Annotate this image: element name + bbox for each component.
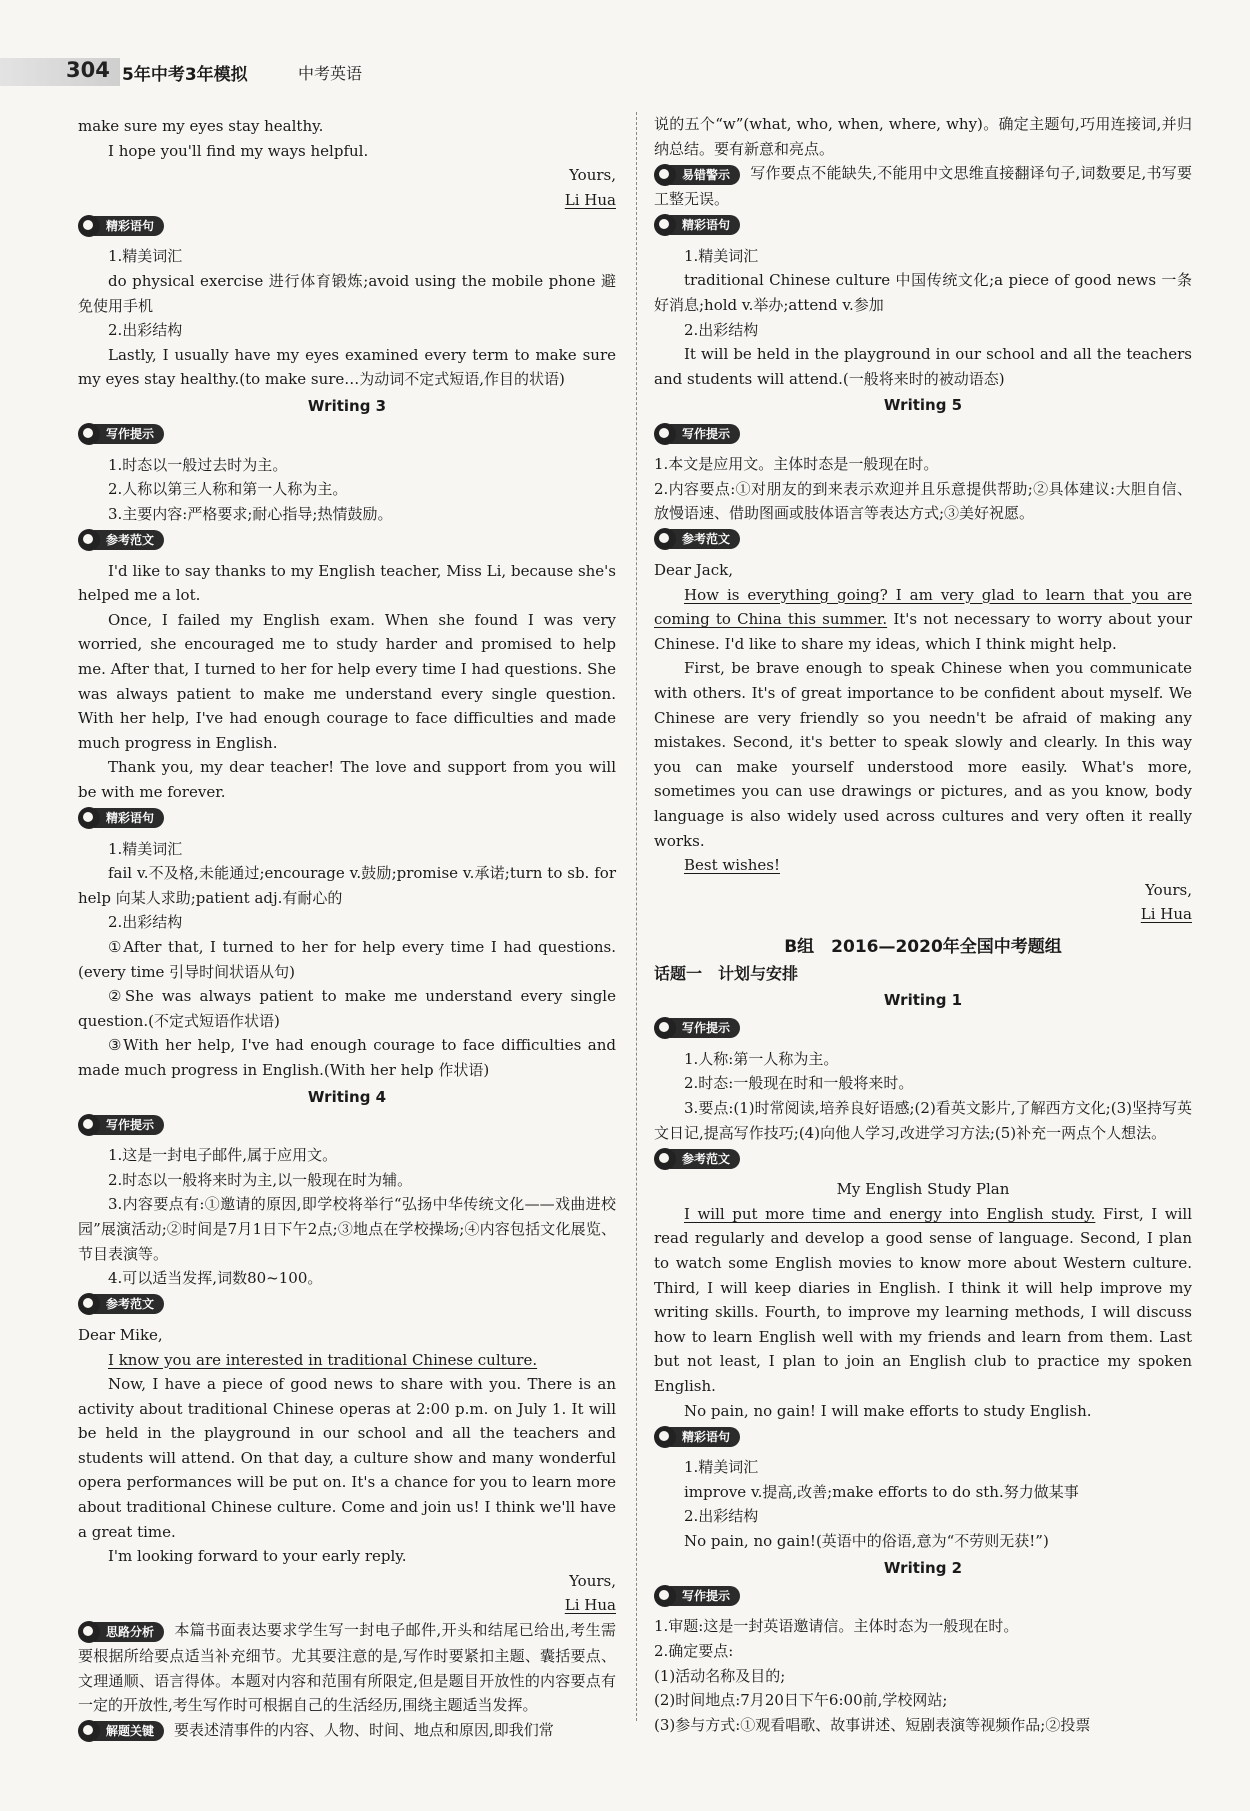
text-paragraph: 2.确定要点:	[654, 1641, 734, 1660]
text-paragraph: 1.精美词汇	[684, 246, 759, 265]
tag-label: 写作提示	[94, 424, 164, 444]
tag-badge-icon	[654, 1585, 676, 1607]
text-paragraph: I hope you'll find my ways helpful.	[108, 141, 369, 160]
tag-label: 精彩语句	[670, 1427, 740, 1447]
page-number: 304	[66, 58, 110, 82]
section-tag	[654, 529, 740, 550]
section-tag	[78, 1294, 164, 1315]
section-tag	[78, 530, 164, 551]
text-paragraph: No pain, no gain!(英语中的俗语,意为“不劳则无获!”)	[684, 1532, 1049, 1551]
book-title: 5年中考3年模拟	[122, 65, 248, 85]
underlined-text: Best wishes!	[684, 856, 780, 875]
subject-title: 中考英语	[298, 64, 363, 83]
section-tag	[654, 423, 740, 444]
text-paragraph: (3)参与方式:①观看唱歌、故事讲述、短剧表演等视频作品;②投票	[654, 1715, 1091, 1734]
text-paragraph: 2.时态以一般将来时为主,以一般现在时为辅。	[108, 1170, 413, 1189]
tag-badge-icon	[654, 1426, 676, 1448]
text-paragraph: 3.要点:(1)时常阅读,培养良好语感;(2)看英文影片,了解西方文化;(3)坚持写英文日记,提高写作技巧;(4)向他人学习,改进学习方法;(5)补充一两点个人想法。	[654, 1098, 1192, 1142]
underlined-text: I know you are interested in traditional Chinese culture.	[108, 1350, 538, 1369]
text-paragraph: make sure my eyes stay healthy.	[78, 117, 324, 135]
text-paragraph: Yours,	[569, 166, 616, 185]
text-paragraph	[654, 853, 1192, 878]
writing-title: Writing 2	[883, 1558, 963, 1577]
underlined-text: Li Hua	[564, 1596, 616, 1615]
text-paragraph: do physical exercise 进行体育锻炼;avoid using the mobile phone 避免使用手机	[78, 272, 616, 315]
text-paragraph: 1.精美词汇	[108, 839, 183, 858]
text-paragraph: 1.精美词汇	[684, 1458, 759, 1477]
tag-label: 易错警示	[670, 165, 740, 185]
text-paragraph: Yours,	[569, 1571, 616, 1590]
text-paragraph: Dear Mike,	[78, 1325, 163, 1344]
section-tag	[78, 1621, 164, 1642]
text-paragraph: Dear Jack,	[654, 561, 733, 579]
section-tag	[654, 1148, 740, 1169]
underlined-text: Li Hua	[1140, 905, 1192, 924]
group-heading: B组 2016—2020年全国中考题组	[784, 936, 1062, 957]
tag-label: 写作提示	[94, 1115, 164, 1135]
topic-heading: 话题一 计划与安排	[654, 963, 799, 983]
writing-title: Writing 4	[307, 1087, 387, 1106]
text-paragraph: 1.审题:这是一封英语邀请信。主体时态为一般现在时。	[654, 1617, 1019, 1636]
text-paragraph: improve v.提高,改善;make efforts to do sth.努力做某事	[684, 1482, 1079, 1501]
text-paragraph	[78, 1348, 616, 1373]
text-paragraph	[654, 902, 1192, 927]
text-paragraph: 1.精美词汇	[108, 247, 183, 266]
tag-label: 参考范文	[94, 1294, 164, 1314]
underlined-text: Li Hua	[564, 190, 616, 209]
text-paragraph: (2)时间地点:7月20日下午6:00前,学校网站;	[654, 1691, 948, 1710]
tag-badge-icon	[78, 807, 100, 829]
section-tag	[78, 1721, 164, 1742]
note-text: 写作要点不能缺失,不能用中文思维直接翻译句子,词数要足,书写要工整无误。	[654, 164, 1192, 209]
tag-label: 写作提示	[670, 1018, 740, 1038]
text-paragraph: ②She was always patient to make me understand every single question.(不定式短语作状语)	[78, 987, 616, 1030]
text-paragraph: Thank you, my dear teacher! The love and support from you will be with me forever.	[78, 758, 616, 801]
section-tag	[654, 1018, 740, 1039]
section-tag	[654, 164, 740, 185]
text-paragraph: Lastly, I usually have my eyes examined every term to make sure my eyes stay healthy.(to make sure…为动词不定式短语,作目的状语)	[78, 345, 616, 389]
tag-badge-icon	[78, 1114, 100, 1136]
text-paragraph: 2.出彩结构	[108, 321, 183, 340]
tag-badge-icon	[78, 215, 100, 237]
note-paragraph	[78, 1618, 616, 1718]
text-paragraph: 3.内容要点有:①邀请的原因,即学校将举行“弘扬中华传统文化——戏曲进校园”展演活动;②时间是7月1日下午2点;③地点在学校操场;④内容包括文化展览、节目表演等。	[78, 1195, 616, 1263]
text-paragraph	[78, 1593, 616, 1618]
text-paragraph: I'm looking forward to your early reply.	[108, 1547, 407, 1566]
tag-label: 精彩语句	[670, 215, 740, 235]
paragraph-rest: It's not necessary to worry about your Chinese. I'd like to share my ideas, which I think might help.	[654, 610, 1192, 653]
paragraph-rest: First, I will read regularly and develop a good sense of language. Second, I plan to watch some English movies to know more about Western culture. Third, I will keep diaries in English. I think it will help improve my writing skills. Fourth, to improve my learning methods, I will discuss how to learn English well with my friends and learn from them. Last but not least, I plan to join an English club to practice my spoken English.	[654, 1204, 1192, 1395]
text-paragraph: 2.人称以第三人称和第一人称为主。	[108, 480, 348, 499]
section-tag	[78, 1114, 164, 1135]
tag-label: 参考范文	[670, 529, 740, 549]
text-paragraph: 3.主要内容:严格要求;耐心指导;热情鼓励。	[108, 504, 393, 523]
text-paragraph	[654, 583, 1192, 657]
tag-label: 精彩语句	[94, 808, 164, 828]
tag-label: 解题关键	[94, 1721, 164, 1741]
text-paragraph	[654, 1202, 1192, 1399]
tag-badge-icon	[654, 164, 676, 186]
column-divider	[636, 112, 637, 1721]
left-column	[78, 114, 616, 1744]
right-column	[654, 112, 1192, 1737]
tag-badge-icon	[654, 423, 676, 445]
text-paragraph: 2.出彩结构	[684, 1507, 759, 1526]
text-paragraph: It will be held in the playground in our school and all the teachers and students will attend.(一般将来时的被动语态)	[654, 345, 1192, 388]
note-text: 要表述清事件的内容、人物、时间、地点和原因,即我们常	[174, 1720, 554, 1739]
writing-title: Writing 1	[883, 991, 963, 1010]
text-paragraph: My English Study Plan	[836, 1180, 1010, 1199]
text-paragraph: I'd like to say thanks to my English teacher, Miss Li, because she's helped me a lot.	[78, 561, 616, 605]
text-paragraph: Once, I failed my English exam. When she found I was very worried, she encouraged me to study harder and promised to help me. After that, I turned to her for help every time I had questions. She was always patient to make me understand every single question. With her help, I've had enough courage to face difficulties and made much progress in English.	[78, 610, 616, 752]
section-tag	[654, 215, 740, 236]
text-paragraph: 2.时态:一般现在时和一般将来时。	[684, 1074, 914, 1093]
underlined-text: How is everything going? I am very glad to learn that you are coming to China this summer.	[654, 585, 1192, 629]
text-paragraph: 1.这是一封电子邮件,属于应用文。	[108, 1146, 338, 1165]
text-paragraph	[78, 188, 616, 213]
text-paragraph: No pain, no gain! I will make efforts to study English.	[684, 1401, 1092, 1420]
tag-badge-icon	[78, 423, 100, 445]
text-paragraph: First, be brave enough to speak Chinese when you communicate with others. It's of great importance to be confident about myself. We Chinese are very friendly so you needn't be afraid of making any mistakes. Second, it's better to speak slowly and clearly. In this way you can make yourself understood more easily. What's more, sometimes you can use drawings or pictures, and as you know, body language is also widely used across cultures and very often it really works.	[654, 659, 1192, 850]
tag-label: 参考范文	[94, 530, 164, 550]
tag-label: 参考范文	[670, 1149, 740, 1169]
note-paragraph	[78, 1718, 616, 1744]
tag-label: 思路分析	[94, 1622, 164, 1642]
section-tag	[78, 215, 164, 236]
text-paragraph: Now, I have a piece of good news to share with you. There is an activity about traditional Chinese operas at 2:00 p.m. on July 1. It will be held in the playground in our school and all the teachers and students will attend. On that day, a culture show and many wonderful opera performances will be put on. It's a chance for you to learn more about traditional Chinese culture. Come and join us! I think we'll have a great time.	[78, 1375, 616, 1541]
text-paragraph: Yours,	[1145, 880, 1192, 899]
section-tag	[78, 424, 164, 445]
tag-badge-icon	[78, 529, 100, 551]
writing-title: Writing 3	[307, 397, 387, 416]
section-tag	[78, 808, 164, 829]
note-text: 本篇书面表达要求学生写一封电子邮件,开头和结尾已给出,考生需要根据所给要点适当补充细节。尤其要注意的是,写作时要紧扣主题、囊括要点、文理通顺、语言得体。本题对内容和范围有所限定,但是题目开放性的内容要点有一定的开放性,考生写作时可根据自己的生活经历,围绕主题适当发挥。	[78, 1621, 616, 1715]
tag-badge-icon	[78, 1621, 100, 1643]
text-paragraph: ①After that, I turned to her for help every time I had questions.(every time 引导时间状语从句)	[78, 938, 616, 981]
text-paragraph: ③With her help, I've had enough courage to face difficulties and made much progress in English.(With her help 作状语)	[78, 1036, 616, 1079]
text-paragraph: 1.本文是应用文。主体时态是一般现在时。	[654, 455, 939, 474]
text-paragraph: 2.出彩结构	[684, 320, 759, 339]
text-paragraph: (1)活动名称及目的;	[654, 1666, 786, 1685]
text-paragraph: fail v.不及格,未能通过;encourage v.鼓励;promise v.承诺;turn to sb. for help 向某人求助;patient adj.有耐心的	[78, 864, 616, 907]
text-paragraph: 1.人称:第一人称为主。	[684, 1049, 839, 1068]
tag-label: 写作提示	[670, 424, 740, 444]
tag-label: 写作提示	[670, 1586, 740, 1606]
writing-title: Writing 5	[883, 396, 963, 415]
text-paragraph: 2.内容要点:①对朋友的到来表示欢迎并且乐意提供帮助;②具体建议:大胆自信、放慢语速、借助图画或肢体语言等表达方式;③美好祝愿。	[654, 479, 1192, 523]
section-tag	[654, 1585, 740, 1606]
page-header	[0, 54, 420, 88]
underlined-text: I will put more time and energy into English study.	[684, 1204, 1096, 1223]
tag-badge-icon	[654, 1148, 676, 1170]
text-paragraph: traditional Chinese culture 中国传统文化;a piece of good news 一条好消息;hold v.举办;attend v.参加	[654, 271, 1192, 315]
note-paragraph	[654, 161, 1192, 212]
tag-label: 精彩语句	[94, 216, 164, 236]
section-tag	[654, 1426, 740, 1447]
text-paragraph: 2.出彩结构	[108, 913, 183, 932]
text-paragraph: 4.可以适当发挥,词数80~100。	[108, 1269, 323, 1288]
text-paragraph: 说的五个“w”(what, who, when, where, why)。确定主题句,巧用连接词,并归纳总结。要有新意和亮点。	[654, 115, 1192, 158]
text-paragraph: 1.时态以一般过去时为主。	[108, 455, 288, 474]
